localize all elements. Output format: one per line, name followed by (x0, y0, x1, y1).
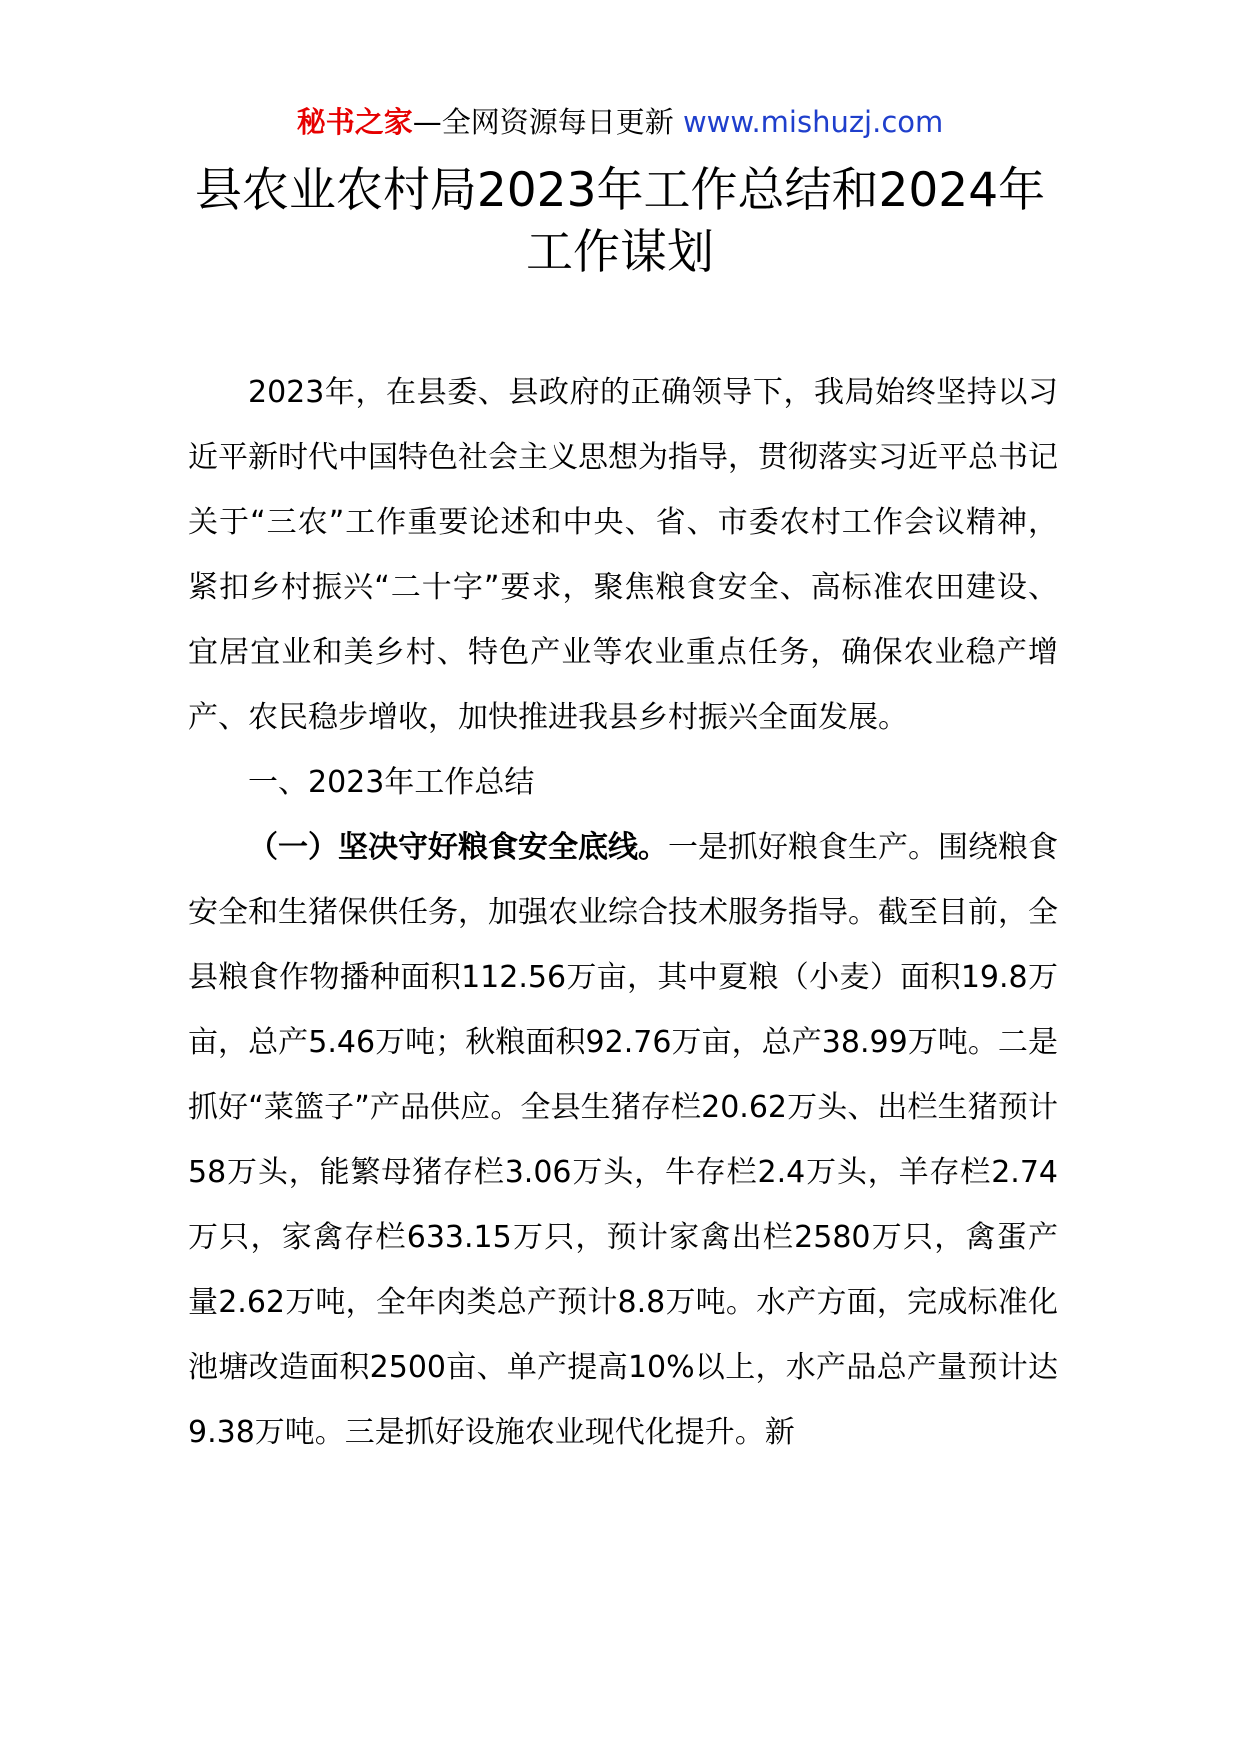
document-title (150, 160, 1090, 284)
document-body (188, 360, 1058, 1465)
section-heading: 一、2023年工作总结 (248, 765, 535, 800)
banner-brand: 秘书之家 (296, 105, 413, 139)
banner-slogan: —全网资源每日更新 (412, 105, 683, 139)
title-line-2: 工作谋划 (526, 225, 714, 280)
intro-paragraph: 2023年，在县委、县政府的正确领导下，我局始终坚持以习近平新时代中国特色社会主义思想为指导，贯彻落实习近平总书记关于“三农”工作重要论述和中央、省、市委农村工作会议精神，紧扣乡村振兴“二十字”要求，聚焦粮食安全、高标准农田建设、宜居宜业和美乡村、特色产业等农业重点任务，确保农业稳产增产、农民稳步增收，加快推进我县乡村振兴全面发展。 (188, 375, 1058, 735)
banner-url-link[interactable]: www.mishuzj.com (682, 105, 944, 139)
site-banner (0, 102, 1240, 142)
subsection-paragraph (188, 815, 1058, 1465)
subsection-heading: （一）坚决守好粮食安全底线。 (248, 830, 668, 865)
title-line-1: 县农业农村局2023年工作总结和2024年 (194, 163, 1046, 218)
subsection-text: 一是抓好粮食生产。围绕粮食安全和生猪保供任务，加强农业综合技术服务指导。截至目前，全县粮食作物播种面积112.56万亩，其中夏粮（小麦）面积19.8万亩，总产5.46万吨；秋粮面积92.76万亩，总产38.99万吨。二是抓好“菜篮子”产品供应。全县生猪存栏20.62万头、出栏生猪预计58万头，能繁母猪存栏3.06万头，牛存栏2.4万头，羊存栏2.74万只，家禽存栏633.15万只，预计家禽出栏2580万只，禽蛋产量2.62万吨，全年肉类总产预计8.8万吨。水产方面，完成标准化池塘改造面积2500亩、单产提高10%以上，水产品总产量预计达9.38万吨。三是抓好设施农业现代化提升。新 (188, 830, 1058, 1450)
